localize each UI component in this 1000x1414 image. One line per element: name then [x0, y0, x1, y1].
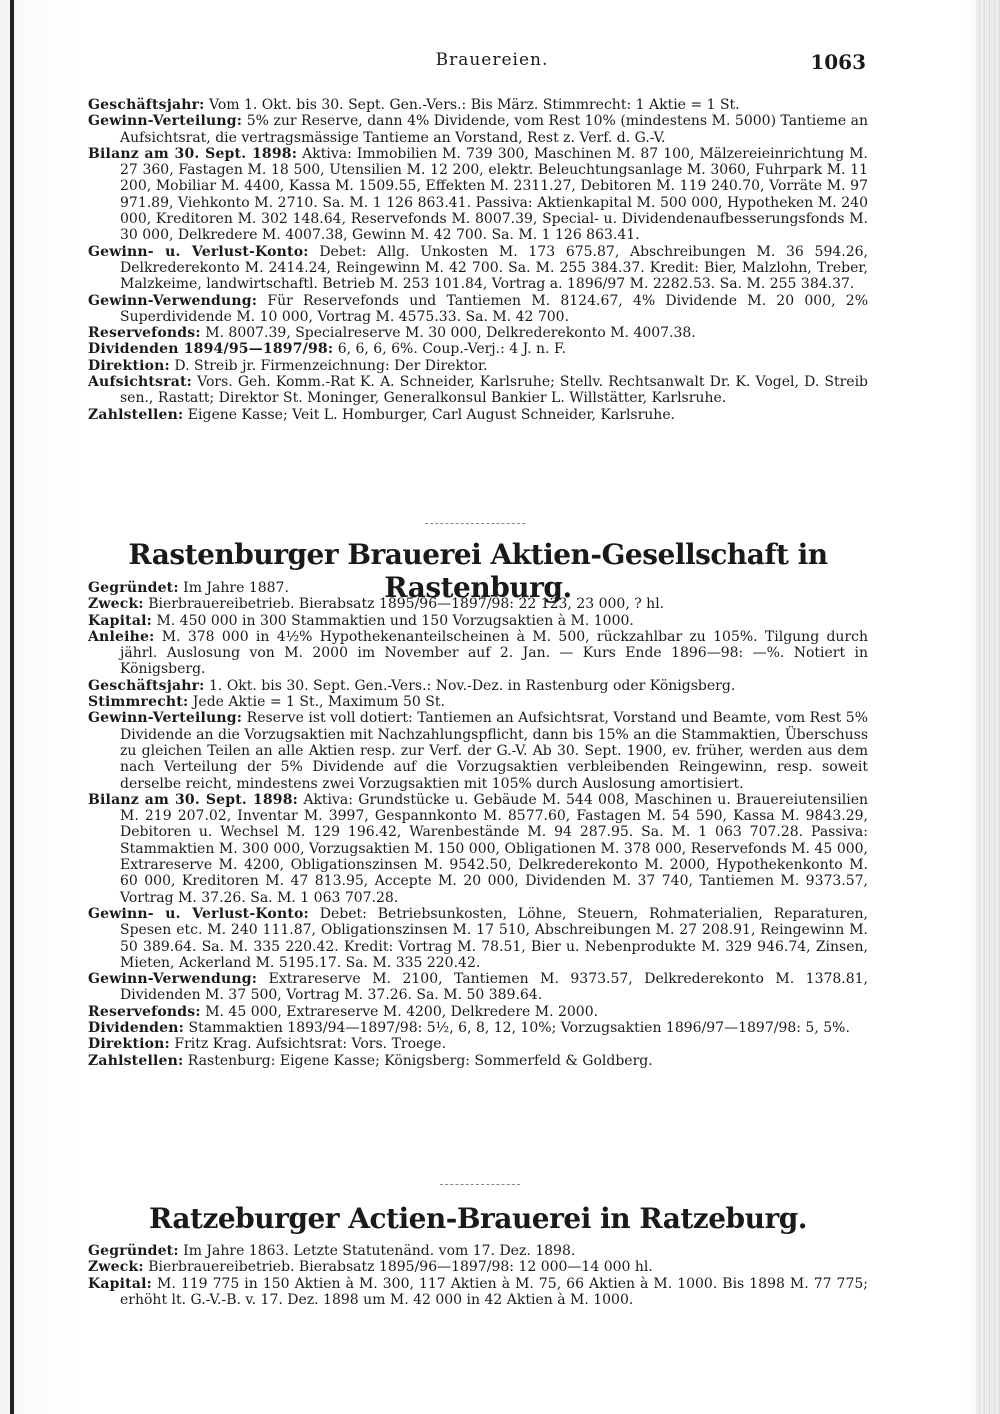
entry-label: Stimmrecht: — [88, 694, 189, 711]
running-title: Brauereien. — [435, 50, 549, 70]
entry-direktion — [88, 358, 868, 374]
entry-text: Rastenburg: Eigene Kasse; Königsberg: Sommerfeld & Goldberg. — [187, 1052, 653, 1069]
entry-label: Gewinn- u. Verlust-Konto: — [88, 243, 309, 260]
ratzeburg-entries — [88, 1243, 868, 1308]
entry-text: Reserve ist voll dotiert: Tantiemen an Aufsichtsrat, Vorstand und Beamte, vom Rest 5% Dividende an die Vorzugsaktien mit Nachzahlungspflicht, dann bis 15% an die Stammaktien, Überschuss zu gleichen Teilen an alle Aktien resp. zur Verf. der G.-V. Ab 30. Sept. 1900, ev. früher, werden aus dem nach Verteilung der 5% Dividende auf die Vorzugsaktien verbleibenden Reingewinn, resp. soweit derselbe reicht, mindestens zwei Vorzugsaktien mit 105% durch Auslosung amortisiert. — [120, 710, 868, 792]
entry-text: Vom 1. Okt. bis 30. Sept. Gen.-Vers.: Bis März. Stimmrecht: 1 Aktie = 1 St. — [209, 97, 740, 113]
company-title-ratzeburg: Ratzeburger Actien-Brauerei in Ratzeburg. — [148, 1202, 808, 1235]
entry-zweck — [88, 1259, 868, 1275]
page-number: 1063 — [810, 50, 866, 74]
entry-gewinn-verwendung — [88, 971, 868, 1004]
previous-company-entries — [88, 97, 868, 423]
entry-label: Gewinn-Verteilung: — [88, 710, 243, 727]
entry-reservefonds — [88, 1004, 868, 1020]
entry-text: Aktiva: Grundstücke u. Gebäude M. 544 008, Maschinen u. Brauereiutensilien M. 219 207.02, Inventar M. 3997, Gespannkonto M. 8577.60, Fastagen M. 54 590, Kassa M. 9843.29, Debitoren u. Wechsel M. 129 196.42, Warenbestände M. 94 287.95. Sa. M. 1 063 707.28. Passiva: Stammaktien M. 300 000, Vorzugsaktien M. 150 000, Obligationen M. 378 000, Reservefonds M. 45 000, Extrareserve M. 4200, Obligationszinsen M. 9542.50, Delkrederekonto M. 2000, Hypothekenkonto M. 60 000, Kreditoren M. 47 813.95, Accepte M. 20 000, Dividenden M. 37 740, Tantiemen M. 9373.57, Vortrag M. 37.26. Sa. M. 1 063 707.28. — [120, 791, 869, 906]
entry-text: Für Reservefonds und Tantiemen M. 8124.67, 4% Dividende M. 20 000, 2% Superdividende M. 10 000, Vortrag M. 4575.33. Sa. M. 42 700. — [120, 292, 869, 325]
entry-text: Eigene Kasse; Veit L. Homburger, Carl August Schneider, Karlsruhe. — [187, 406, 676, 423]
entry-label: Zweck: — [88, 596, 144, 613]
entry-gewinn-verteilung — [88, 113, 868, 146]
entry-label: Kapital: — [88, 1275, 152, 1292]
entry-gewinn-verlust-konto — [88, 906, 868, 971]
entry-label: Reservefonds: — [88, 1003, 201, 1020]
entry-text: M. 450 000 in 300 Stammaktien und 150 Vorzugsaktien à M. 1000. — [156, 612, 634, 629]
entry-text: Jede Aktie = 1 St., Maximum 50 St. — [192, 694, 445, 711]
entry-label: Zahlstellen: — [88, 1052, 184, 1069]
entry-label: Gewinn-Verwendung: — [88, 292, 258, 309]
entry-label: Kapital: — [88, 612, 152, 629]
entry-dividenden — [88, 1020, 868, 1036]
entry-text: 6, 6, 6, 6%. Coup.-Verj.: 4 J. n. F. — [337, 341, 566, 358]
entry-label: Zahlstellen: — [88, 406, 184, 423]
entry-zahlstellen — [88, 407, 868, 423]
entry-gewinn-verlust-konto — [88, 244, 868, 293]
entry-anleihe — [88, 629, 868, 678]
entry-text: Debet: Allg. Unkosten M. 173 675.87, Abschreibungen M. 36 594.26, Delkrederekonto M. 2414.24, Reingewinn M. 42 700. Sa. M. 255 384.37. Kredit: Bier, Malzlohn, Treber, Malzkeime, landwirtschaftl. Betrieb M. 253 101.84, Vortrag a. 1896/97 M. 2282.53. Sa. M. 255 384.37. — [120, 243, 868, 293]
company-title-rastenburg: Rastenburger Brauerei Aktien-Gesellschaft in Rastenburg. — [128, 538, 828, 604]
entry-gewinn-verwendung — [88, 293, 868, 326]
scan-left-rule — [10, 0, 14, 1414]
entry-direktion — [88, 1036, 868, 1052]
entry-text: M. 119 775 in 150 Aktien à M. 300, 117 Aktien à M. 75, 66 Aktien à M. 1000. Bis 1898 M. 77 775; erhöht lt. G.-V.-B. v. 17. Dez. 1898 um M. 42 000 in 42 Aktien à M. 1000. — [120, 1275, 868, 1308]
entry-text: 5% zur Reserve, dann 4% Dividende, vom Rest 10% (mindestens M. 5000) Tantieme an Aufsichtsrat, die vertragsmässige Tantieme an Vorstand, Rest z. Verf. d. G.-V. — [120, 113, 869, 146]
scan-right-edge — [976, 0, 1000, 1414]
section-separator — [440, 1184, 520, 1185]
entry-bilanz — [88, 792, 868, 906]
entry-label: Zweck: — [88, 1259, 144, 1276]
entry-label: Direktion: — [88, 357, 170, 374]
entry-text: Vors. Geh. Komm.-Rat K. A. Schneider, Karlsruhe; Stellv. Rechtsanwalt Dr. K. Vogel, D. Streib sen., Rastatt; Direktor St. Moninger, Generalkonsul Bankier L. Willstätter, Karlsruhe. — [120, 374, 869, 407]
entry-gegruendet — [88, 580, 868, 596]
entry-label: Reservefonds: — [88, 325, 201, 342]
entry-text: Im Jahre 1887. — [183, 580, 289, 596]
entry-label: Gewinn-Verteilung: — [88, 113, 243, 130]
entry-geschaeftsjahr — [88, 678, 868, 694]
entry-label: Bilanz am 30. Sept. 1898: — [88, 145, 298, 162]
entry-label: Dividenden: — [88, 1020, 185, 1037]
entry-bilanz — [88, 146, 868, 244]
entry-label: Geschäftsjahr: — [88, 97, 205, 113]
entry-kapital — [88, 1276, 868, 1309]
entry-label: Gegründet: — [88, 580, 179, 596]
entry-text: M. 8007.39, Specialreserve M. 30 000, Delkrederekonto M. 4007.38. — [205, 325, 696, 342]
entry-text: M. 378 000 in 4½% Hypothekenanteilscheinen à M. 500, rückzahlbar zu 105%. Tilgung durch jährl. Auslosung von M. 2000 im November auf 2. Jan. — Kurs Ende 1896—98: —%. Notiert in Königsberg. — [120, 628, 868, 678]
entry-zweck — [88, 596, 868, 612]
entry-gegruendet — [88, 1243, 868, 1259]
page-header — [118, 50, 866, 76]
entry-label: Gegründet: — [88, 1243, 179, 1259]
entry-label: Direktion: — [88, 1036, 170, 1053]
entry-text: Stammaktien 1893/94—1897/98: 5½, 6, 8, 12, 10%; Vorzugsaktien 1896/97—1897/98: 5, 5%. — [188, 1020, 850, 1037]
entry-text: Aktiva: Immobilien M. 739 300, Maschinen M. 87 100, Mälzereieinrichtung M. 27 360, Fastagen M. 18 500, Utensilien M. 12 200, elektr. Beleuchtungsanlage M. 3060, Fuhrpark M. 11 200, Mobiliar M. 4400, Kassa M. 1509.55, Effekten M. 2311.27, Debitoren M. 119 240.70, Vorräte M. 97 971.89, Viehkonto M. 2710. Sa. M. 1 126 863.41. Passiva: Aktienkapital M. 500 000, Hypotheken M. 240 000, Kreditoren M. 302 148.64, Reservefonds M. 8007.39, Special- u. Dividendenaufbesserungsfonds M. 30 000, Delkredere M. 4007.38, Gewinn M. 42 700. Sa. M. 1 126 863.41. — [120, 145, 869, 244]
entry-label: Gewinn- u. Verlust-Konto: — [88, 905, 309, 922]
entry-label: Aufsichtsrat: — [88, 374, 192, 391]
entry-label: Geschäftsjahr: — [88, 677, 205, 694]
entry-text: Extrareserve M. 2100, Tantiemen M. 9373.57, Delkrederekonto M. 1378.81, Dividenden M. 37 500, Vortrag M. 37.26. Sa. M. 50 389.64. — [120, 971, 869, 1004]
entry-label: Gewinn-Verwendung: — [88, 971, 258, 988]
entry-reservefonds — [88, 325, 868, 341]
entry-text: Fritz Krag. Aufsichtsrat: Vors. Troege. — [174, 1036, 447, 1053]
entry-label: Anleihe: — [88, 628, 155, 645]
entry-kapital — [88, 613, 868, 629]
section-separator — [425, 523, 525, 524]
entry-text: Bierbrauereibetrieb. Bierabsatz 1895/96—1897/98: 12 000—14 000 hl. — [148, 1259, 653, 1276]
entry-gewinn-verteilung — [88, 710, 868, 791]
entry-text: D. Streib jr. Firmenzeichnung: Der Direktor. — [174, 357, 488, 374]
entry-geschaeftsjahr — [88, 97, 868, 113]
entry-text: Bierbrauereibetrieb. Bierabsatz 1895/96—1897/98: 22 123, 23 000, ? hl. — [148, 596, 665, 613]
entry-text: 1. Okt. bis 30. Sept. Gen.-Vers.: Nov.-Dez. in Rastenburg oder Königsberg. — [209, 677, 736, 694]
entry-zahlstellen — [88, 1053, 868, 1069]
entry-label: Bilanz am 30. Sept. 1898: — [88, 791, 299, 808]
entry-text: Im Jahre 1863. Letzte Statutenänd. vom 17. Dez. 1898. — [183, 1243, 576, 1259]
entry-label: Dividenden 1894/95—1897/98: — [88, 341, 334, 358]
entry-dividenden — [88, 341, 868, 357]
entry-text: M. 45 000, Extrareserve M. 4200, Delkredere M. 2000. — [205, 1003, 599, 1020]
rastenburg-entries — [88, 580, 868, 1069]
entry-stimmrecht — [88, 694, 868, 710]
entry-text: Debet: Betriebsunkosten, Löhne, Steuern, Rohmaterialien, Reparaturen, Spesen etc. M. 240 111.87, Obligationszinsen M. 17 510, Abschreibungen M. 27 208.91, Reingewinn M. 50 389.64. Sa. M. 335 220.42. Kredit: Vortrag M. 78.51, Bier u. Nebenprodukte M. 329 946.74, Zinsen, Mieten, Ackerland M. 5195.17. Sa. M. 335 220.42. — [120, 905, 868, 971]
entry-aufsichtsrat — [88, 374, 868, 407]
